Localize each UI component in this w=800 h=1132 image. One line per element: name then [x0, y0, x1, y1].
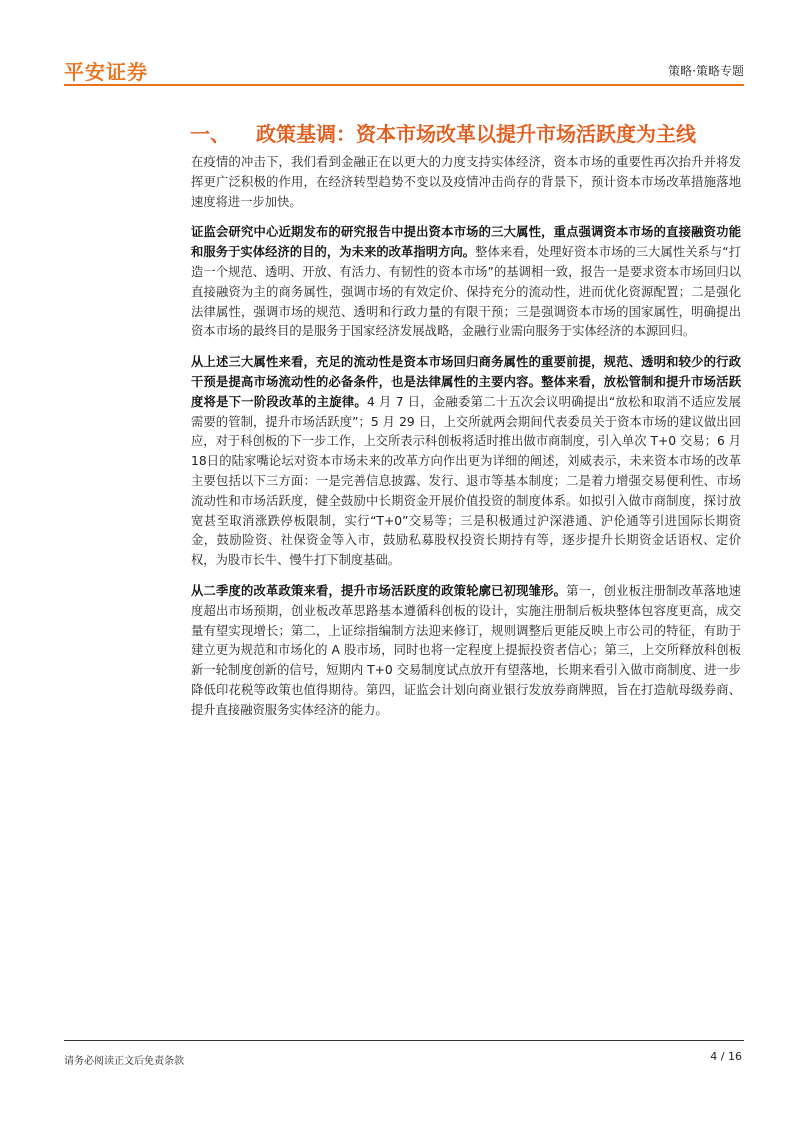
paragraph-text: 整体来看，处理好资本市场的三大属性关系与“打造一个规范、透明、开放、有活力、有韧性的资本市场”的基调相一致，报告一是要求资本市场回归以直接融资为主的商务属性，强调市场的有效定价、保持充分的流动性，进而优化资源配置；二是强化法律属性，强调市场的规范、透明和行政力量的有限干预；三是强调资本市场的国家属性，明确提出资本市场的最终目的是服务于国家经济发展战略，金融行业需向服务于实体经济的本源回归。	[191, 245, 741, 339]
paragraph	[191, 153, 741, 212]
paragraph-text: 第一，创业板注册制改革落地速度超出市场预期，创业板改革思路基本遵循科创板的设计，实施注册制后板块整体包容度更高，成交量有望实现增长；第二，上证综指编制方法迎来修订，规则调整后更能反映上市公司的特征，有助于建立更为规范和市场化的 A 股市场，同时也将一定程度上提振投资者信心；第三，上交所释放科创板新一轮制度创新的信号，短期内 T+0 交易制度试点放开有望落地，长期来看引入做市商制度、进一步降低印花税等政策也值得期待。第四，证监会计划向商业银行发放券商牌照，旨在打造航母级券商、提升直接融资服务实体经济的能力。	[191, 583, 741, 717]
paragraph-lead: 从二季度的改革政策来看，提升市场活跃度的政策轮廓已初现雏形。	[191, 583, 567, 598]
paragraph-text: 在疫情的冲击下，我们看到金融正在以更大的力度支持实体经济，资本市场的重要性再次抬升并将发挥更广泛积极的作用，在经济转型趋势不变以及疫情冲击尚存的背景下，预计资本市场改革措施落地速度将进一步加快。	[191, 155, 741, 209]
page-header	[64, 52, 744, 84]
header-divider	[64, 84, 744, 86]
company-logo: 平安证券	[64, 60, 148, 84]
section-heading	[190, 118, 696, 147]
paragraph-lead: 从上述三大属性来看，充足的流动性是资本市场回归商务属性的重要前提，规范、透明和较少的行政干预是提高市场流动性的必备条件，也是法律属性的主要内容。整体来看，放松管制和提升市场活跃度将是下一阶段改革的主旋律。	[191, 355, 741, 409]
paragraph	[191, 582, 741, 721]
section-number: 一、	[190, 122, 230, 146]
paragraph	[191, 223, 741, 342]
section-title-text: 政策基调：资本市场改革以提升市场活跃度为主线	[256, 122, 696, 146]
page-number: 4 / 16	[710, 1050, 742, 1063]
paragraph-text: 4 月 7 日，金融委第二十五次会议明确提出“放松和取消不适应发展需要的管制，提升市场活跃度”；5 月 29 日，上交所就两会期间代表委员关于资本市场的建议做出回应，对于科创板的下一步工作，上交所表示科创板将适时推出做市商制度，引入单次 T+0 交易；6 月 18日的陆家嘴论坛对资本市场未来的改革方向作出更为详细的阐述，刘威表示，未来资本市场的改革主要包括以下三方面：一是完善信息披露、发行、退市等基本制度；二是着力增强交易便利性、市场流动性和市场活跃度，健全鼓励中长期资金开展价值投资的制度体系。如拟引入做市商制度，探讨放宽甚至取消涨跌停板限制，实行“T+0”交易等；三是积极通过沪深港通、沪伦通等引进国际长期资金，鼓励险资、社保资金等入市，鼓励私募股权投资长期持有等，逐步提升长期资金话语权、定价权，为股市长牛、慢牛打下制度基础。	[191, 394, 741, 568]
document-type-label: 策略·策略专题	[668, 64, 744, 78]
body-content	[191, 153, 741, 732]
paragraph	[191, 353, 741, 571]
paragraph-lead: 证监会研究中心近期发布的研究报告中提出资本市场的三大属性，重点强调资本市场的直接融资功能和服务于实体经济的目的，为未来的改革指明方向。	[191, 225, 741, 260]
footer-divider	[64, 1040, 744, 1041]
footer-disclaimer[interactable]: 请务必阅读正文后免责条款	[64, 1056, 184, 1067]
